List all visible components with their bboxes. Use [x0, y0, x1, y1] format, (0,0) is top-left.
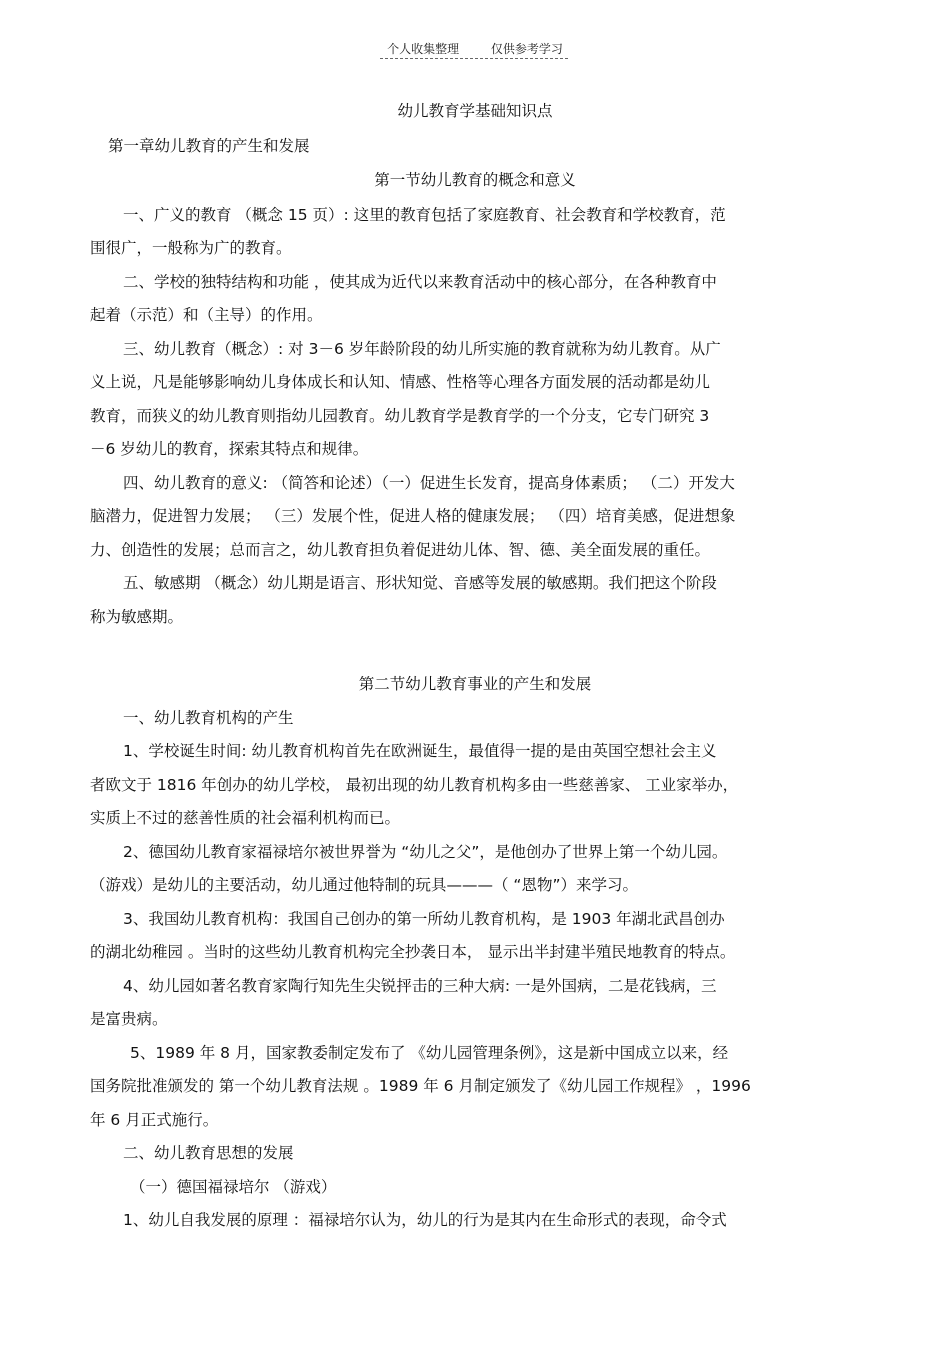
section2-heading: 第二节幼儿教育事业的产生和发展 — [358, 675, 592, 693]
header-right-text: 仅供参考学习 — [490, 42, 563, 56]
paragraph-line: 一、广义的教育 （概念 15 页）: 这里的教育包括了家庭教育、社会教育和学校教育，范 — [123, 206, 726, 224]
paragraph-line: 义上说，凡是能够影响幼儿身体成长和认知、情感、性格等心理各方面发展的活动都是幼儿 — [90, 373, 711, 391]
paragraph-line: 实质上不过的慈善性质的社会福利机构而已。 — [90, 809, 401, 827]
paragraph-line: 起着（示范）和（主导）的作用。 — [90, 306, 323, 324]
paragraph-line: 脑潜力，促进智力发展； （三）发展个性，促进人格的健康发展； （四）培育美感，促进想象 — [90, 507, 736, 525]
paragraph-line: 五、敏感期 （概念）幼儿期是语言、形状知觉、音感等发展的敏感期。我们把这个阶段 — [123, 574, 717, 592]
paragraph-line: 者欧文于 1816 年创办的幼儿学校， 最初出现的幼儿教育机构多由一些慈善家、 工业家举办， — [90, 776, 739, 794]
document-title: 幼儿教育学基础知识点 — [397, 102, 553, 120]
paragraph-line: 称为敏感期。 — [90, 608, 184, 626]
paragraph-line: 4、幼儿园如著名教育家陶行知先生尖锐抨击的三种大病: 一是外国病，二是花钱病，三 — [123, 977, 717, 995]
paragraph-line: 1、学校诞生时间: 幼儿教育机构首先在欧洲诞生，最值得一提的是由英国空想社会主义 — [123, 742, 717, 760]
paragraph-line: 三、幼儿教育（概念）: 对 3－6 岁年龄阶段的幼儿所实施的教育就称为幼儿教育。从广 — [123, 340, 721, 358]
paragraph-line: 一、幼儿教育机构的产生 — [123, 709, 294, 727]
paragraph-line: 年 6 月正式施行。 — [90, 1111, 219, 1129]
header-dashed-rule — [380, 58, 568, 59]
header-left-text: 个人收集整理 — [387, 42, 460, 56]
paragraph-line: －6 岁幼儿的教育，探索其特点和规律。 — [90, 440, 369, 458]
paragraph-line: 二、幼儿教育思想的发展 — [123, 1144, 294, 1162]
paragraph-line: 围很广，一般称为广的教育。 — [90, 239, 292, 257]
paragraph-line: 3、我国幼儿教育机构：我国自己创办的第一所幼儿教育机构，是 1903 年湖北武昌创办 — [123, 910, 725, 928]
section1-heading: 第一节幼儿教育的概念和意义 — [374, 171, 576, 189]
paragraph-line: 2、德国幼儿教育家福禄培尔被世界誉为 “幼儿之父”，是他创办了世界上第一个幼儿园。 — [123, 843, 728, 861]
paragraph-line: 四、幼儿教育的意义: （简答和论述）（一）促进生长发育，提高身体素质； （二）开发大 — [123, 474, 735, 492]
paragraph-line: （一）德国福禄培尔 （游戏） — [130, 1178, 337, 1196]
paragraph-line: 教育，而狭义的幼儿教育则指幼儿园教育。幼儿教育学是教育学的一个分支，它专门研究 3 — [90, 407, 710, 425]
paragraph-line: 1、幼儿自我发展的原理 ：福禄培尔认为，幼儿的行为是其内在生命形式的表现，命令式 — [123, 1211, 727, 1229]
page-header — [0, 40, 950, 57]
chapter-heading: 第一章幼儿教育的产生和发展 — [108, 137, 310, 155]
paragraph-line: 二、学校的独特结构和功能 ，使其成为近代以来教育活动中的核心部分，在各种教育中 — [123, 273, 717, 291]
paragraph-line: 是富贵病。 — [90, 1010, 168, 1028]
paragraph-line: 国务院批准颁发的 第一个幼儿教育法规 。1989 年 6 月制定颁发了《幼儿园工作规程》 ，1996 — [90, 1077, 751, 1095]
paragraph-line: 力、创造性的发展；总而言之，幼儿教育担负着促进幼儿体、智、德、美全面发展的重任。 — [90, 541, 711, 559]
paragraph-line: 5、1989 年 8 月，国家教委制定发布了 《幼儿园管理条例》，这是新中国成立以来，经 — [130, 1044, 729, 1062]
paragraph-line: 的湖北幼稚园 。当时的这些幼儿教育机构完全抄袭日本， 显示出半封建半殖民地教育的特点。 — [90, 943, 736, 961]
paragraph-line: （游戏）是幼儿的主要活动，幼儿通过他特制的玩具———（ “恩物”）来学习。 — [90, 876, 638, 894]
